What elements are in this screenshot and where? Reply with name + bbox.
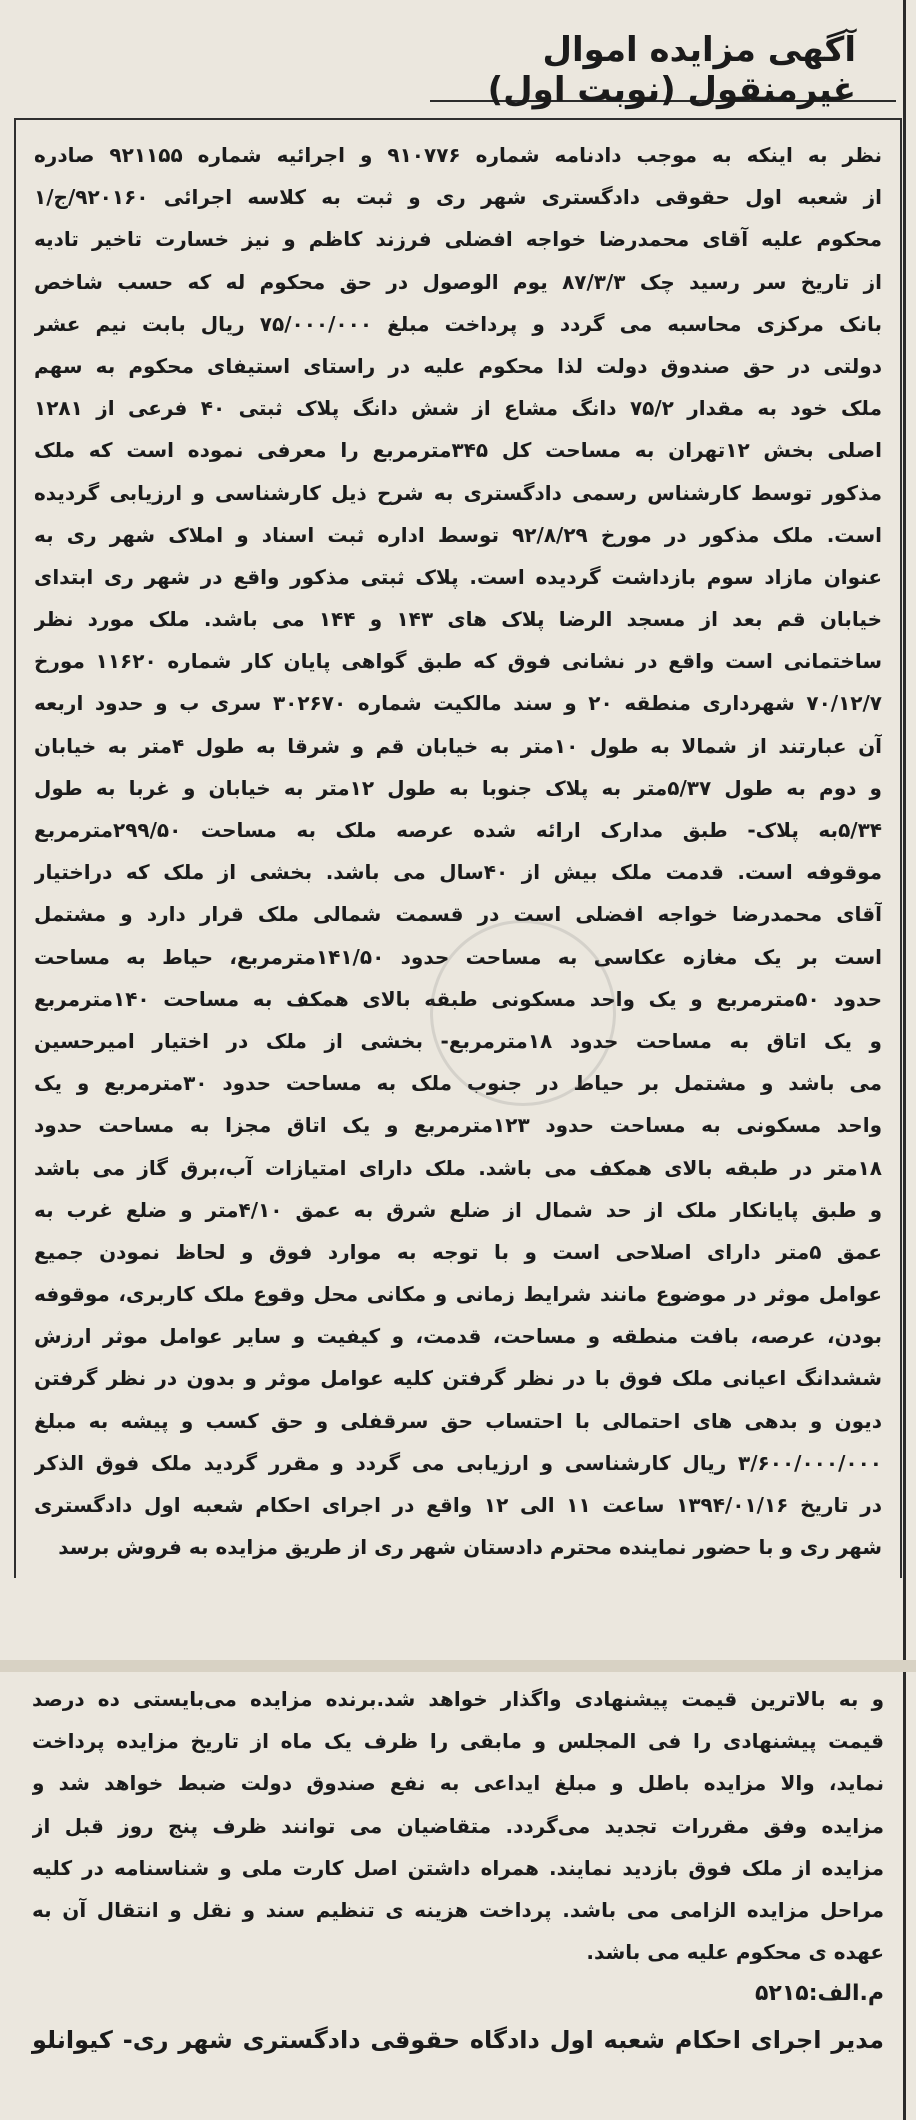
text-line: در تاریخ ۱۳۹۴/۰۱/۱۶ ساعت ۱۱ الی ۱۲ واقع در اجرای احکام شعبه اول دادگستری	[34, 1493, 882, 1517]
watermark-stamp	[430, 920, 616, 1106]
announcement-conditions	[14, 1678, 902, 2065]
text-line: ۳/۶۰۰/۰۰۰/۰۰۰ ریال کارشناسی و ارزیابی می گردد و مقرر گردید ملک فوق الذکر	[34, 1450, 882, 1475]
column-rule	[903, 0, 906, 2120]
text-line: می باشد و مشتمل بر حیاط در جنوب ملک به مساحت حدود ۳۰مترمربع و یک	[34, 1071, 882, 1096]
conditions-paragraph	[32, 1678, 884, 1973]
text-line: واحد مسکونی به مساحت حدود ۱۲۳مترمربع و یک اتاق مجزا به مساحت حدود	[34, 1113, 882, 1138]
text-line: قیمت پیشنهادی را فی المجلس و مابقی را ظرف یک ماه از تاریخ مزایده پرداخت	[32, 1729, 884, 1754]
text-line: عوامل موثر در موضوع مانند شرایط زمانی و مکانی محل وقوع ملک کاربری، موقوفه	[34, 1282, 882, 1307]
text-line: عمق ۵متر دارای اصلاحی است و با توجه به موارد فوق و لحاظ نمودن جمیع	[34, 1239, 882, 1264]
text-line: ۷۰/۱۲/۷ شهرداری منطقه ۲۰ و سند مالکیت شماره ۳۰۲۶۷۰ سری ب و حدود اربعه	[34, 691, 882, 716]
text-line: نظر به اینکه به موجب دادنامه شماره ۹۱۰۷۷۶ و اجرائیه شماره ۹۲۱۱۵۵ صادره	[34, 143, 882, 167]
text-line: دولتی در حق صندوق دولت لذا محکوم علیه در راستای استیفای محکوم به سهم	[34, 353, 882, 378]
text-line: خیابان قم بعد از مسجد الرضا پلاک های ۱۴۳ و ۱۴۴ می باشد. ملک مورد نظر	[34, 607, 882, 632]
signature-line: مدیر اجرای احکام شعبه اول دادگاه حقوقی دادگستری شهر ری- کیوانلو	[32, 2026, 884, 2055]
text-line: مراحل مزایده الزامی می باشد. پرداخت هزینه ی تنظیم سند و نقل و انتقال آن به	[32, 1897, 884, 1922]
text-line: است بر یک مغازه عکاسی به مساحت حدود ۱۴۱/۵۰مترمربع، حیاط به مساحت	[34, 944, 882, 969]
headline: آگهی مزایده اموال غیرمنقول (نوبت اول)	[487, 30, 856, 110]
text-line: مذکور توسط کارشناس رسمی دادگستری به شرح ذیل کارشناسی و ارزیابی گردیده	[34, 480, 882, 505]
text-line: دیون و بدهی های احتمالی با احتساب حق سرقفلی و حق کسب و پیشه به مبلغ	[34, 1408, 882, 1433]
text-line: عهده ی محکوم علیه می باشد.	[586, 1940, 884, 1965]
text-line: نماید، والا مزایده باطل و مبلغ ایداعی به نفع صندوق دولت ضبط خواهد شد و	[32, 1771, 884, 1796]
text-line: حدود ۵۰مترمربع و یک واحد مسکونی طبقه بالای همکف به مساحت ۱۴۰مترمربع	[34, 986, 882, 1011]
text-line: از شعبه اول حقوقی دادگستری شهر ری و ثبت به کلاسه اجرائی ۹۲۰۱۶۰/ج/۱	[34, 185, 882, 210]
text-line: است. ملک مذکور در مورخ ۹۲/۸/۲۹ توسط اداره ثبت اسناد و املاک شهر ری به	[34, 522, 882, 547]
text-line: ملک خود به مقدار ۷۵/۲ دانگ مشاع از شش دانگ پلاک ثبتی ۴۰ فرعی از ۱۲۸۱	[34, 396, 882, 421]
text-line: ۵/۳۴به پلاک- طبق مدارک ارائه شده عرصه ملک به مساحت ۲۹۹/۵۰مترمربع	[34, 818, 882, 842]
text-line: مزایده وفق مقررات تجدید می‌گردد. متقاضیان می توانند ظرف پنج روز قبل از	[32, 1813, 884, 1838]
text-line: آقای محمدرضا خواجه افضلی است در قسمت شمالی ملک قرار دارد و مشتمل	[34, 902, 882, 927]
page-fold	[0, 1660, 916, 1672]
text-line: ششدانگ اعیانی ملک فوق با در نظر گرفتن کلیه عوامل موثر و بدون در نظر گرفتن	[34, 1366, 882, 1391]
text-line: ۱۸متر در طبقه بالای همکف می باشد. ملک دارای امتیازات آب،برق گاز می باشد	[34, 1155, 882, 1180]
headline-box	[430, 10, 896, 110]
body-paragraph	[34, 134, 882, 1568]
text-line: محکوم علیه آقای محمدرضا خواجه افضلی فرزند کاظم و نیز خسارت تاخیر تادیه	[34, 227, 882, 252]
text-line: عنوان مازاد سوم بازداشت گردیده است. پلاک ثبتی مذکور واقع در شهر ری ابتدای	[34, 564, 882, 589]
text-line: اصلی بخش ۱۲تهران به مساحت کل ۳۴۵مترمربع را معرفی نموده است که ملک	[34, 438, 882, 463]
reference-code: م.الف:۵۲۱۵	[755, 1981, 884, 2007]
announcement-body	[14, 118, 902, 1578]
text-line: بانک مرکزی محاسبه می گردد و پرداخت مبلغ ۷۵/۰۰۰/۰۰۰ ریال بابت نیم عشر	[34, 311, 882, 336]
text-line: از تاریخ سر رسید چک ۸۷/۳/۳ یوم الوصول در حق محکوم له که حسب شاخص	[34, 269, 882, 294]
text-line: ساختمانی است واقع در نشانی فوق که طبق گواهی پایان کار شماره ۱۱۶۲۰ مورخ	[34, 649, 882, 674]
text-line: آن عبارتند از شمالا به طول ۱۰متر به خیابان قم و شرقا به طول ۴متر به خیابان	[34, 733, 882, 758]
text-line: و یک اتاق به مساحت حدود ۱۸مترمربع- بخشی از ملک در اختیار امیرحسین	[34, 1028, 882, 1053]
text-line: و به بالاترین قیمت پیشنهادی واگذار خواهد شد.برنده مزایده می‌بایستی ده درصد	[32, 1687, 884, 1711]
text-line: و طبق پایانکار ملک از حد شمال از ضلع شرق به عمق ۴/۱۰متر و ضلع غرب به	[34, 1197, 882, 1222]
text-line: شهر ری و با حضور نماینده محترم دادستان شهر ری از طریق مزایده به فروش برسد	[58, 1535, 882, 1560]
text-line: بودن، عرصه، بافت منطقه و مساحت، قدمت، و کیفیت و سایر عوامل موثر ارزش	[34, 1324, 882, 1349]
text-line: مزایده از ملک فوق بازدید نمایند. همراه داشتن اصل کارت ملی و شناسنامه در کلیه	[32, 1855, 884, 1880]
text-line: موقوفه است. قدمت ملک بیش از ۴۰سال می باشد. بخشی از ملک که دراختیار	[34, 860, 882, 885]
text-line: و دوم به طول ۵/۳۷متر به پلاک جنوبا به طول ۱۲متر به خیابان و غربا به طول	[34, 775, 882, 800]
